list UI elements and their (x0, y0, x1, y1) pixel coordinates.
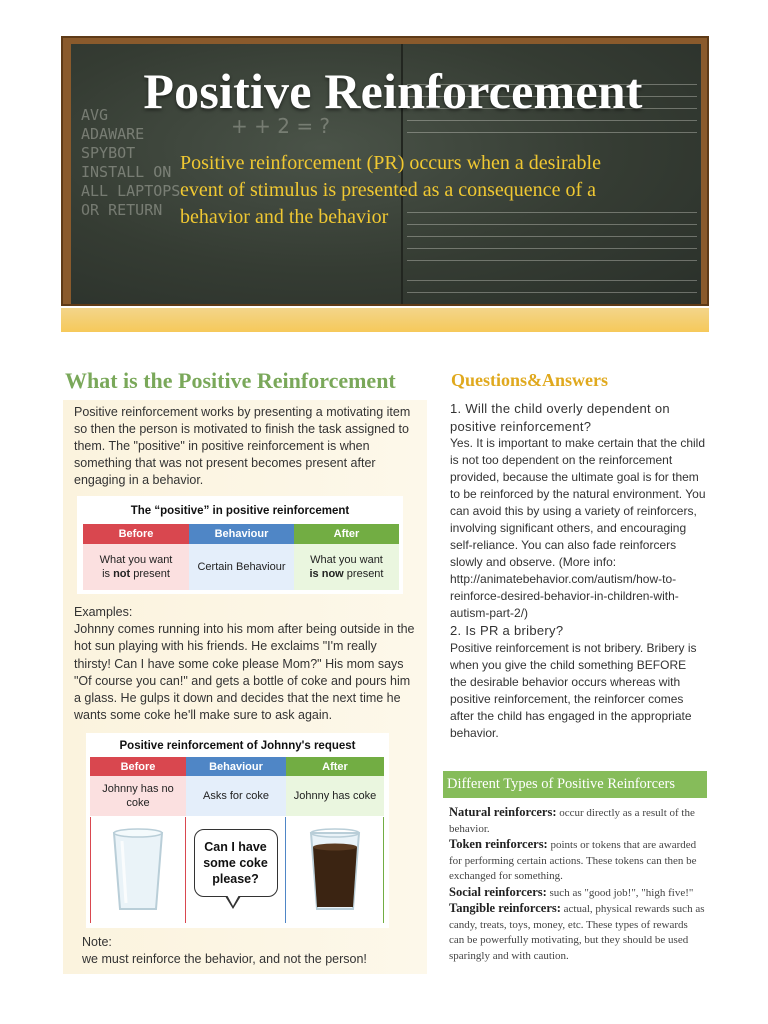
speech-bubble: Can I have some coke please? (194, 829, 278, 897)
full-glass-cell (286, 817, 384, 923)
intro-paragraph: Positive reinforcement works by presenting a motivating item so then the person is motivated to finish the task assigned to them. The "positive" in positive reinforcement is when something that was not present becomes present after engaging in a behavior. (74, 405, 411, 487)
bubble-tail (225, 896, 241, 909)
examples-block (74, 604, 416, 724)
section-heading-what-is: What is the Positive Reinforcement (65, 368, 396, 393)
note-label: Note: (82, 935, 112, 949)
answer-1: Yes. It is important to make certain that the child is not too dependent on the reinforcement provided, because the ultimate goal is for them to be reinforced by the natural environment. You can avoid this by using a variety of reinforcers, involving significant others, and encouraging self-reliance. You can also fade reinforcers slowly and observe. (More info: http://animatebehavior.com/autism/how-to-reinforce-desired-behavior-in-children-with-autism-part-2/) (450, 436, 706, 620)
cell-after: What you want is now present (294, 544, 399, 590)
note-text: we must reinforce the behavior, and not the person! (82, 952, 367, 966)
header-before: Before (83, 524, 189, 544)
question-2: 2. Is PR a bribery? (450, 623, 564, 638)
section-heading-qa: Questions&Answers (451, 370, 609, 390)
list-item: Tangible reinforcers: actual, physical rewards such as candy, treats, toys, money, etc. These types of rewards can be powerfully motivating, but they should be used sparingly and with caution. (449, 901, 705, 962)
music-staff-line (407, 120, 697, 121)
coke-glass-icon (305, 825, 365, 915)
header-behaviour: Behaviour (189, 524, 294, 544)
figure-title: The “positive” in positive reinforcement (130, 505, 350, 517)
music-staff-line (407, 236, 697, 237)
music-staff-line (407, 260, 697, 261)
johnny-diagram-figure (86, 733, 389, 928)
examples-text: Johnny comes running into his mom after being outside in the hot sun playing with his friends. He exclaims "I'm really thirsty! Can I have some coke please Mom?" His mom says "Of course you can!" and gets a bottle of coke and pours him a glass. He gulps it down and decides that the next time he wants some coke he'll make sure to ask again. (74, 622, 415, 723)
page-title: Positive Reinforcement (143, 63, 643, 119)
positive-diagram-table (83, 524, 399, 590)
figure-title: Positive reinforcement of Johnny's request (119, 740, 356, 752)
cell-after: Johnny has coke (286, 776, 384, 816)
chalk-writing: AVG ADAWARE SPYBOT INSTALL ON ALL LAPTOPS OR RETURN (81, 106, 181, 219)
empty-glass-icon (108, 825, 168, 915)
page-subtitle: Positive reinforcement (PR) occurs when a desirable event of stimulus is presented as a consequence of a behavior and the behavior (180, 152, 601, 228)
header-after: After (286, 757, 384, 776)
question-1: 1. Will the child overly dependent on positive reinforcement? (450, 401, 670, 434)
reinforcer-types-list (449, 805, 705, 964)
list-item: Token reinforcers: points or tokens that are awarded for performing certain actions. These tokens can then be exchanged for something. (449, 837, 697, 882)
header-behaviour: Behaviour (186, 757, 286, 776)
music-staff-line (407, 292, 697, 293)
music-staff-line (407, 248, 697, 249)
speech-bubble-cell (186, 817, 286, 923)
cell-behaviour: Asks for coke (186, 776, 286, 816)
hero-banner (61, 36, 709, 332)
empty-glass-cell (90, 817, 186, 923)
cups-row (90, 817, 384, 923)
chalk-math: + + 2 = ? (231, 114, 331, 138)
header-before: Before (90, 757, 186, 776)
music-staff-line (407, 280, 697, 281)
cell-before: Johnny has no coke (90, 776, 186, 816)
header-after: After (294, 524, 399, 544)
johnny-diagram-table (90, 757, 384, 816)
cell-behaviour: Certain Behaviour (189, 544, 294, 590)
qa-block (450, 400, 706, 742)
section-heading-types: Different Types of Positive Reinforcers (443, 771, 707, 798)
answer-2: Positive reinforcement is not bribery. Bribery is when you give the child something BEFORE the desirable behavior occurs whereas with positive reinforcement, the reinforcer comes after the child has engaged in the appropriate behavior. (450, 640, 697, 740)
list-item: Social reinforcers: such as "good job!", "high five!" (449, 884, 694, 899)
hero-color-band (61, 308, 709, 332)
positive-diagram-figure (77, 496, 403, 594)
music-staff-line (407, 132, 697, 133)
list-item: Natural reinforcers: occur directly as a result of the behavior. (449, 805, 695, 835)
cell-before: What you want is not present (83, 544, 189, 590)
examples-label: Examples: (74, 605, 133, 619)
note-block (82, 934, 412, 968)
